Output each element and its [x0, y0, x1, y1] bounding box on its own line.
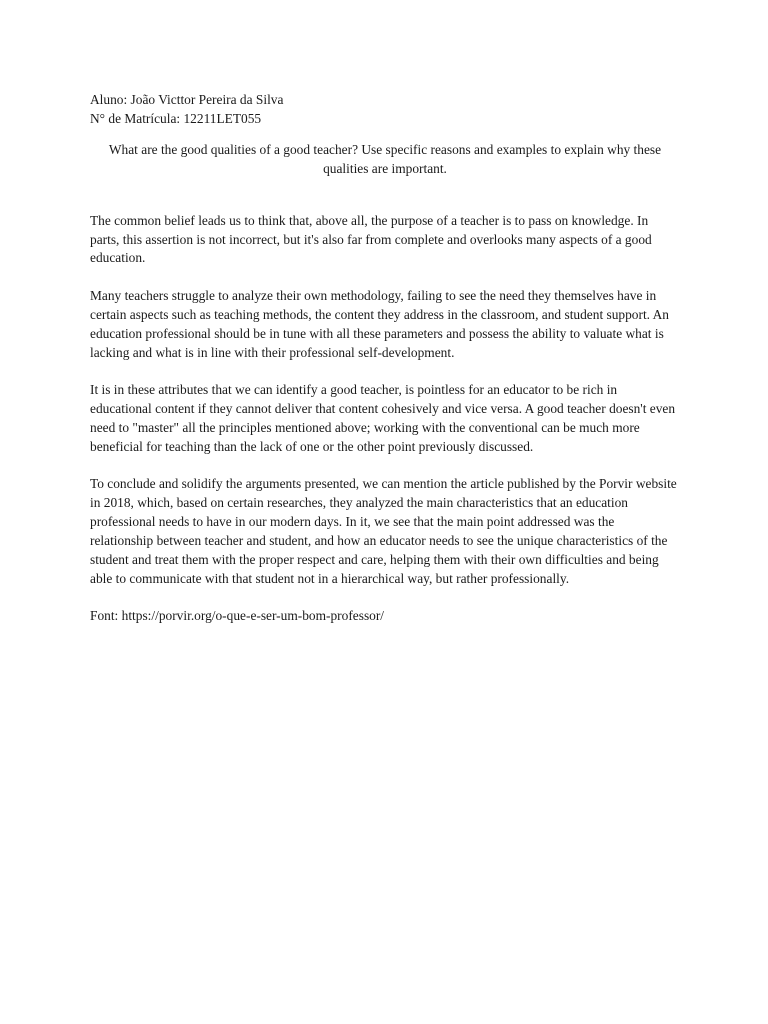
essay-prompt: What are the good qualities of a good teacher? Use specific reasons and examples to explain why these qualities are important.: [108, 141, 662, 176]
paragraph-methodology: Many teachers struggle to analyze their own methodology, failing to see the need they themselves have in certain aspects such as teaching methods, the content they address in the classroom, and student support. An education professional should be in tune with all these parameters and possess the ability to valuate what is lacking and what is in line with their professional self-development.: [90, 287, 670, 360]
student-name: Aluno: João Victtor Pereira da Silva: [90, 92, 284, 107]
essay-content: [90, 91, 680, 626]
registration-number: N° de Matrícula: 12211LET055: [90, 110, 262, 126]
essay-body: [90, 212, 680, 626]
source-citation: Font: https://porvir.org/o-que-e-ser-um-bom-professor/: [90, 608, 385, 624]
student-info: [90, 91, 680, 129]
paragraph-introduction: The common belief leads us to think that, above all, the purpose of a teacher is to pass on knowledge. In parts, this assertion is not incorrect, but it's also far from complete and overlooks many aspects of a good education.: [90, 212, 652, 266]
paragraph-conclusion: To conclude and solidify the arguments presented, we can mention the article published by the Porvir website in 2018, which, based on certain researches, they analyzed the main characteristics that an education professional needs to have in our modern days. In it, we see that the main point addressed was the relationship between teacher and student, and how an educator needs to see the unique characteristics of the student and treat them with the proper respect and care, helping them with their own difficulties and being able to communicate with that student not in a hierarchical way, but rather professionally.: [90, 476, 677, 586]
paragraph-attributes: It is in these attributes that we can identify a good teacher, is pointless for an educator to be rich in educational content if they cannot deliver that content cohesively and vice versa. A good teacher doesn't even need to "master" all the principles mentioned above; working with the conventional can be much more beneficial for teaching than the lack of one or the other point previously discussed.: [90, 381, 676, 454]
